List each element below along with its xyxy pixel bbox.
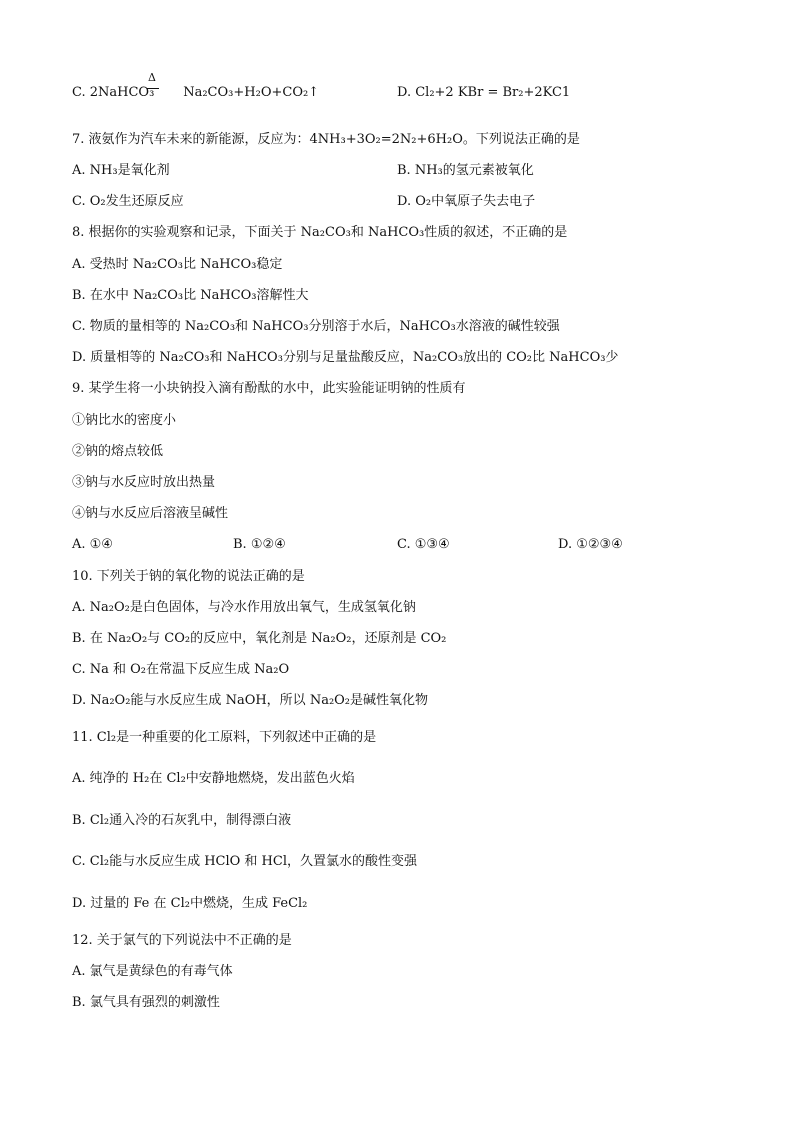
- option-8a: A. 受热时 Na₂CO₃比 NaHCO₃稳定: [72, 257, 283, 272]
- option-9b: B. ①②④: [233, 537, 286, 552]
- option-12b: B. 氯气具有强烈的刺激性: [72, 995, 220, 1010]
- statement-9-4: ④钠与水反应后溶液呈碱性: [72, 506, 229, 521]
- question-11: 11. Cl₂是一种重要的化工原料，下列叙述中正确的是: [72, 730, 377, 745]
- option-11d: D. 过量的 Fe 在 Cl₂中燃烧，生成 FeCl₂: [72, 896, 308, 911]
- option-8b: B. 在水中 Na₂CO₃比 NaHCO₃溶解性大: [72, 288, 309, 303]
- statement-9-1: ①钠比水的密度小: [72, 413, 177, 428]
- option-9a: A. ①④: [72, 537, 113, 552]
- question-12: 12. 关于氯气的下列说法中不正确的是: [72, 933, 292, 948]
- option-9c: C. ①③④: [397, 537, 450, 552]
- option-10a: A. Na₂O₂是白色固体，与冷水作用放出氧气，生成氢氧化钠: [72, 600, 416, 615]
- option-11a: A. 纯净的 H₂在 Cl₂中安静地燃烧，发出蓝色火焰: [72, 771, 355, 786]
- option-10b: B. 在 Na₂O₂与 CO₂的反应中，氧化剂是 Na₂O₂，还原剂是 CO₂: [72, 631, 447, 646]
- option-8d: D. 质量相等的 Na₂CO₃和 NaHCO₃分别与足量盐酸反应，Na₂CO₃放出的 CO₂比 NaHCO₃少: [72, 350, 619, 365]
- question-8: 8. 根据你的实验观察和记录，下面关于 Na₂CO₃和 NaHCO₃性质的叙述，不正确的是: [72, 225, 568, 240]
- option-9d: D. ①②③④: [558, 537, 623, 552]
- option-11b: B. Cl₂通入冷的石灰乳中，制得漂白液: [72, 813, 292, 828]
- option-10d: D. Na₂O₂能与水反应生成 NaOH，所以 Na₂O₂是碱性氧化物: [72, 693, 429, 708]
- option-7c: C. O₂发生还原反应: [72, 194, 184, 209]
- option-7b: B. NH₃的氢元素被氧化: [397, 163, 534, 178]
- option-6d: D. Cl₂+2 KBr = Br₂+2KC1: [397, 85, 571, 100]
- option-7a: A. NH₃是氧化剂: [72, 163, 170, 178]
- statement-9-3: ③钠与水反应时放出热量: [72, 475, 216, 490]
- reaction-condition-heat: Δ: [148, 71, 156, 84]
- question-9: 9. 某学生将一小块钠投入滴有酚酞的水中，此实验能证明钠的性质有: [72, 381, 466, 396]
- option-10c: C. Na 和 O₂在常温下反应生成 Na₂O: [72, 662, 290, 677]
- question-7: 7. 液氨作为汽车未来的新能源，反应为：4NH₃+3O₂=2N₂+6H₂O。下列说法正确的是: [72, 132, 580, 147]
- question-10: 10. 下列关于钠的氧化物的说法正确的是: [72, 569, 305, 584]
- option-11c: C. Cl₂能与水反应生成 HClO 和 HCl，久置氯水的酸性变强: [72, 854, 418, 869]
- statement-9-2: ②钠的熔点较低: [72, 444, 164, 459]
- option-6c: C. 2NaHCO₃ Na₂CO₃+H₂O+CO₂↑: [72, 85, 320, 100]
- option-12a: A. 氯气是黄绿色的有毒气体: [72, 964, 233, 979]
- option-8c: C. 物质的量相等的 Na₂CO₃和 NaHCO₃分别溶于水后，NaHCO₃水溶液的碱性较强: [72, 319, 560, 334]
- option-7d: D. O₂中氧原子失去电子: [397, 194, 536, 209]
